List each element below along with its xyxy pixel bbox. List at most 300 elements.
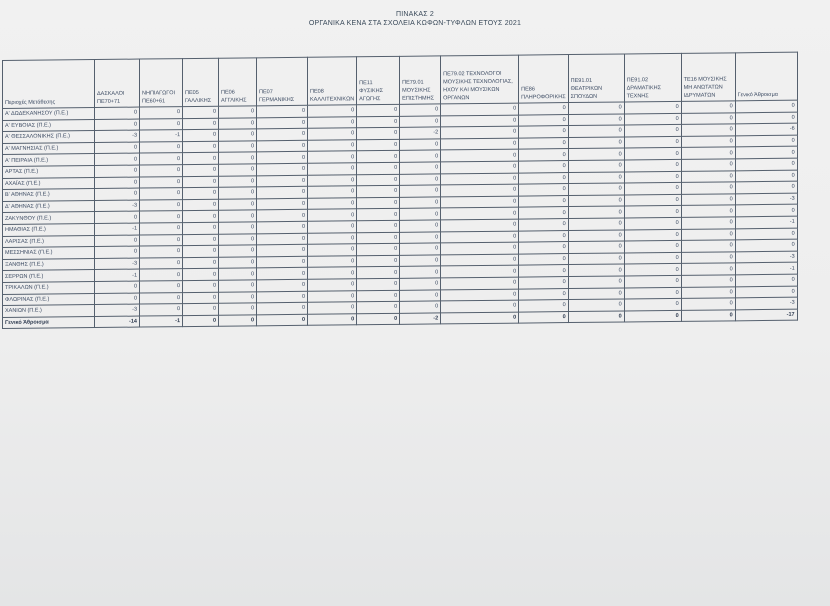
value-cell: -3 [95,258,140,270]
value-cell: 0 [624,194,681,206]
value-cell: 0 [357,232,400,244]
value-cell: 0 [624,252,681,264]
value-cell: 0 [568,102,624,114]
column-header: ΤΕ16 ΜΟΥΣΙΚΗΣ ΜΗ ΑΝΩΤΑΤΩΝ ΙΔΡΥΜΑΤΩΝ [681,53,735,102]
value-cell: 0 [681,101,735,113]
value-cell: 0 [681,228,735,240]
region-cell: ΜΕΣΣΗΝΙΑΣ (Π.Ε.) [3,247,95,260]
value-cell: 0 [308,163,357,175]
value-cell: 0 [357,116,400,128]
value-cell: 0 [735,181,797,193]
value-cell: 0 [681,159,735,171]
column-header: Περιοχές Μετάθεσης [3,60,95,109]
value-cell: 0 [140,269,183,281]
value-cell: 0 [219,152,257,164]
value-cell: 0 [681,182,735,194]
value-cell: 0 [735,205,797,217]
value-cell: 0 [140,281,183,293]
value-cell: 0 [441,115,519,127]
value-cell: 0 [308,105,357,117]
value-cell: 0 [624,229,681,241]
value-cell: 0 [681,240,735,252]
value-cell: 0 [400,266,441,278]
value-cell: 0 [441,265,519,277]
value-cell: 0 [357,301,400,313]
value-cell: 0 [735,135,797,147]
value-cell: 0 [308,209,357,221]
value-cell: 0 [219,141,257,153]
total-value-cell: 0 [624,310,681,322]
column-header: ΠΕ79.02 ΤΕΧΝΟΛΟΓΟΙ ΜΟΥΣΙΚΗΣ ΤΕΧΝΟΛΟΓΙΑΣ, ΗΧΟΥ ΚΑΙ ΜΟΥΣΙΚΩΝ ΟΡΓΑΝΩΝ [441,55,519,104]
value-cell: 0 [308,256,357,268]
value-cell: 0 [681,263,735,275]
value-cell: 0 [441,126,519,138]
value-cell: 0 [357,197,400,209]
value-cell: 0 [257,302,308,314]
value-cell: 0 [400,139,441,151]
page-title: ΠΙΝΑΚΑΣ 2 [395,11,435,18]
total-value-cell: 0 [441,312,519,324]
value-cell: 0 [219,233,257,245]
value-cell: -6 [735,123,797,135]
value-cell: 0 [257,186,308,198]
region-cell: ΛΑΡΙΣΑΣ (Π.Ε.) [3,235,95,248]
value-cell: 0 [519,126,568,138]
column-header: ΠΕ91.02 ΔΡΑΜΑΤΙΚΗΣ ΤΕΧΝΗΣ [624,53,681,102]
value-cell: 0 [183,292,219,304]
value-cell: 0 [568,114,624,126]
value-cell: 0 [400,115,441,127]
value-cell: 0 [735,239,797,251]
value-cell: 0 [357,104,400,116]
value-cell: 0 [257,117,308,129]
value-cell: 0 [357,290,400,302]
value-cell: 0 [95,107,140,119]
value-cell: -3 [735,297,797,309]
value-cell: 0 [735,170,797,182]
value-cell: 0 [441,219,519,231]
value-cell: 0 [140,292,183,304]
value-cell: 0 [140,176,183,188]
value-cell: 0 [183,187,219,199]
value-cell: 0 [219,164,257,176]
value-cell: 0 [400,173,441,185]
total-value-cell: -2 [400,313,441,325]
total-value-cell: 0 [308,313,357,325]
value-cell: 0 [219,199,257,211]
value-cell: 0 [735,274,797,286]
value-cell: 0 [519,288,568,300]
value-cell: 0 [308,174,357,186]
total-value-cell: 0 [357,313,400,325]
value-cell: 0 [519,300,568,312]
region-cell: ΧΑΝΙΩΝ (Π.Ε.) [3,305,95,318]
value-cell: 0 [681,194,735,206]
value-cell: 0 [257,233,308,245]
value-cell: 0 [400,289,441,301]
value-cell: 0 [140,234,183,246]
value-cell: 0 [624,159,681,171]
value-cell: 0 [519,195,568,207]
value-cell: 0 [140,188,183,200]
value-cell: -3 [95,200,140,212]
value-cell: 0 [624,206,681,218]
value-cell: 0 [140,246,183,258]
value-cell: 0 [257,163,308,175]
value-cell: 0 [624,148,681,160]
value-cell: 0 [681,286,735,298]
region-cell: ΦΛΩΡΙΝΑΣ (Π.Ε.) [3,293,95,306]
value-cell: 0 [568,195,624,207]
value-cell: 0 [624,183,681,195]
value-cell: -1 [140,130,183,142]
value-cell: 0 [183,129,219,141]
value-cell: 0 [681,147,735,159]
region-cell: Α' ΠΕΙΡΑΙΑ (Π.Ε.) [3,154,95,167]
value-cell: 0 [681,298,735,310]
value-cell: 0 [140,107,183,119]
value-cell: 0 [441,161,519,173]
value-cell: 0 [219,303,257,315]
column-header: ΠΕ05 ΓΑΛΛΙΚΗΣ [183,58,219,106]
value-cell: 0 [95,119,140,131]
value-cell: 0 [681,112,735,124]
value-cell: 0 [219,129,257,141]
value-cell: 0 [357,278,400,290]
value-cell: 0 [400,208,441,220]
region-cell: ΗΜΑΘΙΑΣ (Π.Ε.) [3,223,95,236]
total-value-cell: 0 [183,315,219,327]
region-cell: ΣΕΡΡΩΝ (Π.Ε.) [3,270,95,283]
value-cell: 0 [183,245,219,257]
value-cell: 0 [624,113,681,125]
value-cell: 0 [308,279,357,291]
value-cell: 0 [257,291,308,303]
value-cell: 0 [308,116,357,128]
value-cell: 0 [568,264,624,276]
value-cell: 0 [441,196,519,208]
value-cell: 0 [308,244,357,256]
table-body [3,100,798,329]
value-cell: 0 [257,279,308,291]
value-cell: 0 [140,118,183,130]
region-cell: Δ' ΑΘΗΝΑΣ (Π.Ε.) [3,200,95,213]
value-cell: 0 [357,139,400,151]
value-cell: 0 [568,206,624,218]
value-cell: 0 [681,124,735,136]
value-cell: 0 [95,188,140,200]
column-header: ΠΕ79.01 ΜΟΥΣΙΚΗΣ ΕΠΙΣΤΗΜΗΣ [400,56,441,104]
value-cell: 0 [140,141,183,153]
value-cell: 0 [183,176,219,188]
column-header: ΠΕ11 ΦΥΣΙΚΗΣ ΑΓΩΓΗΣ [357,56,400,104]
value-cell: 0 [681,136,735,148]
value-cell: 0 [519,184,568,196]
total-value-cell: -14 [95,316,140,328]
value-cell: 0 [441,231,519,243]
value-cell: 0 [400,255,441,267]
value-cell: 0 [624,101,681,113]
region-cell: ΤΡΙΚΑΛΩΝ (Π.Ε.) [3,281,95,294]
total-value-cell: 0 [257,314,308,326]
value-cell: 0 [140,199,183,211]
value-cell: 0 [219,245,257,257]
region-cell: ΑΧΑΪΑΣ (Π.Ε.) [3,177,95,190]
value-cell: 0 [95,153,140,165]
value-cell: -1 [95,269,140,281]
value-cell: 0 [357,243,400,255]
value-cell: 0 [183,141,219,153]
value-cell: 0 [681,275,735,287]
value-cell: 0 [568,137,624,149]
value-cell: 0 [519,207,568,219]
value-cell: 0 [95,235,140,247]
value-cell: 0 [568,299,624,311]
value-cell: 0 [183,118,219,130]
value-cell: 0 [357,209,400,221]
value-cell: 0 [624,171,681,183]
value-cell: 0 [219,268,257,280]
value-cell: 0 [183,164,219,176]
value-cell: 0 [568,230,624,242]
value-cell: 0 [357,255,400,267]
value-cell: 0 [519,137,568,149]
value-cell: 0 [441,300,519,312]
value-cell: 0 [257,244,308,256]
total-label: Γενικό Άθροισμα [3,316,95,329]
value-cell: 0 [568,253,624,265]
value-cell: 0 [183,257,219,269]
value-cell: 0 [519,230,568,242]
value-cell: 0 [624,275,681,287]
value-cell: 0 [400,278,441,290]
value-cell: 0 [308,198,357,210]
region-cell: Β' ΑΘΗΝΑΣ (Π.Ε.) [3,189,95,202]
value-cell: 0 [441,103,519,115]
value-cell: 0 [257,210,308,222]
value-cell: 0 [140,153,183,165]
value-cell: 0 [519,103,568,115]
value-cell: -2 [400,127,441,139]
value-cell: 0 [519,149,568,161]
value-cell: 0 [95,293,140,305]
value-cell: -1 [735,216,797,228]
value-cell: 0 [95,211,140,223]
value-cell: 0 [568,276,624,288]
value-cell: 0 [735,158,797,170]
value-cell: 0 [308,140,357,152]
value-cell: 0 [219,187,257,199]
region-cell: ΖΑΚΥΝΘΟΥ (Π.Ε.) [3,212,95,225]
value-cell: 0 [519,265,568,277]
value-cell: 0 [568,160,624,172]
value-cell: 0 [568,183,624,195]
value-cell: 0 [219,291,257,303]
vacancies-table [2,52,798,330]
value-cell: 0 [140,165,183,177]
region-cell: Α' ΜΑΓΝΗΣΙΑΣ (Π.Ε.) [3,142,95,155]
region-cell: Α' ΕΥΒΟΙΑΣ (Π.Ε.) [3,119,95,132]
value-cell: 0 [219,106,257,118]
region-cell: ΑΡΤΑΣ (Π.Ε.) [3,166,95,179]
region-cell: Α' ΘΕΣΣΑΛΟΝΙΚΗΣ (Π.Ε.) [3,131,95,144]
value-cell: 0 [308,128,357,140]
value-cell: 0 [400,104,441,116]
value-cell: 0 [519,172,568,184]
value-cell: 0 [219,117,257,129]
value-cell: 0 [140,304,183,316]
value-cell: 0 [735,112,797,124]
value-cell: 0 [735,286,797,298]
value-cell: 0 [183,153,219,165]
total-value-cell: -17 [735,309,797,321]
value-cell: 0 [308,290,357,302]
value-cell: 0 [441,289,519,301]
value-cell: 0 [257,268,308,280]
total-value-cell: 0 [519,311,568,323]
value-cell: 0 [624,264,681,276]
value-cell: 0 [519,161,568,173]
value-cell: -3 [95,130,140,142]
column-header: ΠΕ08 ΚΑΛΛΙΤΕΧΝΙΚΩΝ [308,57,357,106]
value-cell: 0 [624,125,681,137]
value-cell: 0 [219,175,257,187]
value-cell: 0 [140,223,183,235]
value-cell: 0 [257,221,308,233]
value-cell: 0 [568,148,624,160]
region-cell: ΞΑΝΘΗΣ (Π.Ε.) [3,258,95,271]
value-cell: 0 [624,217,681,229]
value-cell: 0 [441,277,519,289]
value-cell: 0 [308,232,357,244]
value-cell: 0 [400,231,441,243]
value-cell: 0 [681,217,735,229]
value-cell: 0 [257,175,308,187]
value-cell: 0 [183,199,219,211]
value-cell: 0 [400,185,441,197]
value-cell: 0 [400,301,441,313]
page-subtitle: ΟΡΓΑΝΙΚΑ ΚΕΝΑ ΣΤΑ ΣΧΟΛΕΙΑ ΚΩΦΩΝ-ΤΥΦΛΩΝ ΕΤΟΥΣ 2021 [308,20,522,27]
value-cell: 0 [681,252,735,264]
value-cell: 0 [357,220,400,232]
value-cell: 0 [308,186,357,198]
value-cell: 0 [95,177,140,189]
value-cell: -1 [95,223,140,235]
value-cell: 0 [183,280,219,292]
value-cell: 0 [441,254,519,266]
value-cell: 0 [568,218,624,230]
value-cell: 0 [95,142,140,154]
value-cell: 0 [308,221,357,233]
value-cell: 0 [308,267,357,279]
value-cell: 0 [519,276,568,288]
value-cell: 0 [400,243,441,255]
value-cell: 0 [400,150,441,162]
value-cell: 0 [183,106,219,118]
value-cell: 0 [308,151,357,163]
table-header-row [3,52,798,108]
value-cell: 0 [519,219,568,231]
value-cell: 0 [735,100,797,112]
value-cell: 0 [257,105,308,117]
value-cell: 0 [624,241,681,253]
value-cell: 0 [95,246,140,258]
value-cell: 0 [95,165,140,177]
value-cell: 0 [400,197,441,209]
value-cell: 0 [624,136,681,148]
value-cell: -3 [735,193,797,205]
total-value-cell: 0 [568,311,624,323]
value-cell: 0 [183,303,219,315]
value-cell: 0 [441,138,519,150]
value-cell: 0 [257,128,308,140]
value-cell: 0 [219,210,257,222]
value-cell: 0 [681,170,735,182]
value-cell: 0 [441,207,519,219]
column-header: ΠΕ86 ΠΛΗΡΟΦΟΡΙΚΗΣ [519,55,568,104]
value-cell: 0 [519,242,568,254]
value-cell: 0 [357,151,400,163]
value-cell: 0 [257,198,308,210]
value-cell: 0 [308,302,357,314]
column-header: ΠΕ06 ΑΓΓΛΙΚΗΣ [219,58,257,106]
value-cell: 0 [140,211,183,223]
value-cell: 0 [183,269,219,281]
value-cell: 0 [219,222,257,234]
value-cell: 0 [568,125,624,137]
value-cell: 0 [519,114,568,126]
total-value-cell: 0 [219,315,257,327]
column-header: ΠΕ07 ΓΕΡΜΑΝΙΚΗΣ [257,57,308,106]
value-cell: 0 [95,281,140,293]
region-cell: Α' ΔΩΔΕΚΑΝΗΣΟΥ (Π.Ε.) [3,108,95,121]
column-header: ΠΕ91.01 ΘΕΑΤΡΙΚΩΝ ΣΠΟΥΔΩΝ [568,54,624,103]
column-header: ΝΗΠΙΑΓΩΓΟΙ ΠΕ60+61 [140,59,183,107]
value-cell: 0 [400,220,441,232]
value-cell: 0 [357,128,400,140]
value-cell: 0 [357,185,400,197]
value-cell: 0 [257,256,308,268]
value-cell: 0 [257,140,308,152]
value-cell: 0 [140,257,183,269]
value-cell: 0 [568,287,624,299]
value-cell: 0 [441,242,519,254]
value-cell: 0 [357,174,400,186]
value-cell: 0 [357,267,400,279]
value-cell: 0 [183,211,219,223]
value-cell: 0 [681,205,735,217]
value-cell: 0 [519,253,568,265]
value-cell: -3 [735,251,797,263]
value-cell: 0 [183,234,219,246]
value-cell: 0 [624,287,681,299]
column-header: Γενικό Άθροισμα [735,52,797,101]
value-cell: 0 [735,147,797,159]
value-cell: -3 [95,304,140,316]
value-cell: 0 [183,222,219,234]
value-cell: 0 [441,173,519,185]
total-value-cell: 0 [681,310,735,322]
value-cell: 0 [568,172,624,184]
value-cell: 0 [257,152,308,164]
column-header: ΔΑΣΚΑΛΟΙ ΠΕ70+71 [95,59,140,107]
value-cell: 0 [441,184,519,196]
value-cell: 0 [219,280,257,292]
value-cell: 0 [624,298,681,310]
value-cell: 0 [400,162,441,174]
total-value-cell: -1 [140,315,183,327]
value-cell: 0 [568,241,624,253]
